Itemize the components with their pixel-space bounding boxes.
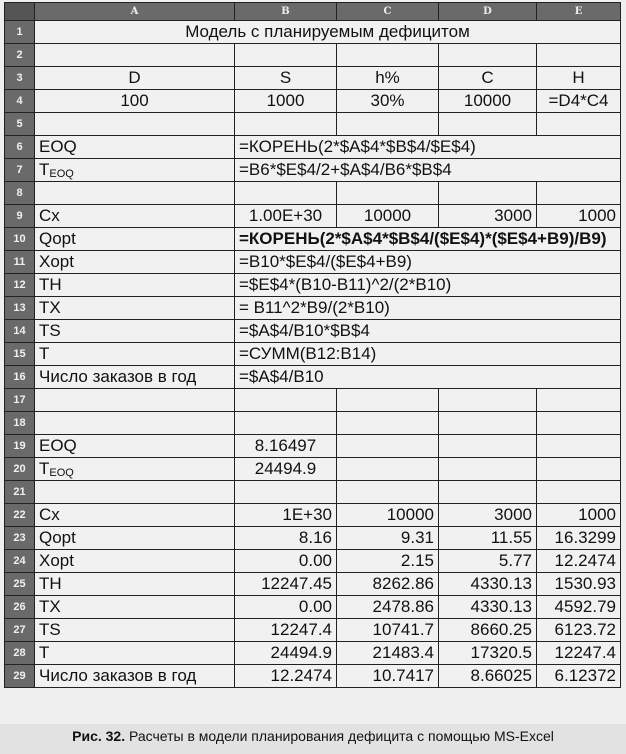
cell-b18[interactable] [235,412,337,435]
cell-b24[interactable]: 0.00 [235,550,337,573]
sheet-title-cell[interactable]: Модель с планируемым дефицитом [35,21,621,44]
cell-c8[interactable] [337,182,439,205]
cell-a4[interactable]: 100 [35,90,235,113]
cell-a20[interactable] [35,458,235,481]
cell-b8[interactable] [235,182,337,205]
row-header[interactable]: 2 [5,44,35,67]
cell-b23[interactable]: 8.16 [235,527,337,550]
cell-d25[interactable]: 4330.13 [439,573,537,596]
cell-d27[interactable]: 8660.25 [439,619,537,642]
cell-d21[interactable] [439,481,537,504]
cell-b22[interactable]: 1E+30 [235,504,337,527]
cell-c26[interactable]: 2478.86 [337,596,439,619]
row-header[interactable]: 5 [5,113,35,136]
row-25 [5,573,621,596]
cell-d4[interactable]: 10000 [439,90,537,113]
cell-b19[interactable]: 8.16497 [235,435,337,458]
formula-cell-b16[interactable]: =$A$4/B10 [235,366,621,389]
cell-e23[interactable]: 16.3299 [537,527,621,550]
cell-a17[interactable] [35,389,235,412]
row-header[interactable]: 16 [5,366,35,389]
row-5 [5,113,621,136]
row-header[interactable]: 13 [5,297,35,320]
cell-c2[interactable] [337,44,439,67]
cell-d18[interactable] [439,412,537,435]
row-27 [5,619,621,642]
cell-c28[interactable]: 21483.4 [337,642,439,665]
formula-cell-b11[interactable]: =B10*$E$4/($E$4+B9) [235,251,621,274]
row-header[interactable]: 27 [5,619,35,642]
cell-e9[interactable]: 1000 [537,205,621,228]
cell-a23[interactable]: Qopt [35,527,235,550]
cell-e20[interactable] [537,458,621,481]
cell-a22[interactable]: Cx [35,504,235,527]
cell-a29[interactable]: Число заказов в год [35,665,235,688]
row-header[interactable]: 11 [5,251,35,274]
row-header[interactable]: 12 [5,274,35,297]
cell-d3[interactable]: C [439,67,537,90]
cell-d5[interactable] [439,113,537,136]
cell-e18[interactable] [537,412,621,435]
cell-b4[interactable]: 1000 [235,90,337,113]
row-24 [5,550,621,573]
row-2 [5,44,621,67]
row-12 [5,274,621,297]
row-header[interactable]: 29 [5,665,35,688]
cell-b17[interactable] [235,389,337,412]
row-header[interactable]: 17 [5,389,35,412]
cell-c24[interactable]: 2.15 [337,550,439,573]
cell-b3[interactable]: S [235,67,337,90]
cell-c4[interactable]: 30% [337,90,439,113]
cell-d8[interactable] [439,182,537,205]
row-8 [5,182,621,205]
row-header[interactable]: 24 [5,550,35,573]
row-10 [5,228,621,251]
cell-c27[interactable]: 10741.7 [337,619,439,642]
cell-a28[interactable]: T [35,642,235,665]
row-header[interactable]: 23 [5,527,35,550]
column-header-b[interactable]: B [235,3,337,21]
cell-c21[interactable] [337,481,439,504]
row-header[interactable]: 21 [5,481,35,504]
column-header-a[interactable]: A [35,3,235,21]
cell-b28[interactable]: 24494.9 [235,642,337,665]
formula-cell-b12[interactable]: =$E$4*(B10-B11)^2/(2*B10) [235,274,621,297]
row-header[interactable]: 19 [5,435,35,458]
row-9 [5,205,621,228]
row-17 [5,389,621,412]
cell-a3[interactable]: D [35,67,235,90]
cell-c5[interactable] [337,113,439,136]
column-header-c[interactable]: C [337,3,439,21]
row-13 [5,297,621,320]
row-26 [5,596,621,619]
row-header[interactable]: 14 [5,320,35,343]
formula-cell-b15[interactable]: =СУММ(B12:B14) [235,343,621,366]
cell-e21[interactable] [537,481,621,504]
cell-a19[interactable]: EOQ [35,435,235,458]
row-header[interactable]: 6 [5,136,35,159]
cell-e3[interactable]: H [537,67,621,90]
cell-d24[interactable]: 5.77 [439,550,537,573]
cell-e29[interactable]: 6.12372 [537,665,621,688]
formula-cell-b14[interactable]: =$A$4/B10*$B$4 [235,320,621,343]
cell-a7[interactable] [35,159,235,182]
row-1 [5,21,621,44]
row-3 [5,67,621,90]
cell-e22[interactable]: 1000 [537,504,621,527]
row-28 [5,642,621,665]
cell-d23[interactable]: 11.55 [439,527,537,550]
cell-e24[interactable]: 12.2474 [537,550,621,573]
spreadsheet-grid [4,2,621,688]
formula-cell-b13[interactable]: = B11^2*B9/(2*B10) [235,297,621,320]
cell-e19[interactable] [537,435,621,458]
row-header[interactable]: 28 [5,642,35,665]
cell-e8[interactable] [537,182,621,205]
cell-c18[interactable] [337,412,439,435]
row-29 [5,665,621,688]
column-header-row [5,3,621,21]
cell-d22[interactable]: 3000 [439,504,537,527]
cell-c22[interactable]: 10000 [337,504,439,527]
cell-c19[interactable] [337,435,439,458]
row-21 [5,481,621,504]
column-header-e[interactable]: E [537,3,621,21]
cell-c25[interactable]: 8262.86 [337,573,439,596]
row-header[interactable]: 25 [5,573,35,596]
row-header[interactable]: 9 [5,205,35,228]
cell-c20[interactable] [337,458,439,481]
formula-cell-b6[interactable]: =КОРЕНЬ(2*$A$4*$B$4/$E$4) [235,136,621,159]
cell-a7-subscript: EOQ [49,168,74,180]
cell-e25[interactable]: 1530.93 [537,573,621,596]
cell-b27[interactable]: 12247.4 [235,619,337,642]
cell-c29[interactable]: 10.7417 [337,665,439,688]
row-header[interactable]: 4 [5,90,35,113]
cell-b2[interactable] [235,44,337,67]
row-header[interactable]: 1 [5,21,35,44]
row-header[interactable]: 10 [5,228,35,251]
cell-b25[interactable]: 12247.45 [235,573,337,596]
cell-a7-label: T [39,160,50,179]
cell-c3[interactable]: h% [337,67,439,90]
row-header[interactable]: 22 [5,504,35,527]
row-header[interactable]: 20 [5,458,35,481]
cell-d20[interactable] [439,458,537,481]
cell-a2[interactable] [35,44,235,67]
row-header[interactable]: 26 [5,596,35,619]
row-header[interactable]: 8 [5,182,35,205]
cell-b5[interactable] [235,113,337,136]
cell-a21[interactable] [35,481,235,504]
cell-a20-label: T [39,459,50,478]
cell-a15[interactable]: T [35,343,235,366]
cell-a8[interactable] [35,182,235,205]
cell-e27[interactable]: 6123.72 [537,619,621,642]
cell-d2[interactable] [439,44,537,67]
row-7 [5,159,621,182]
cell-b9[interactable]: 1.00E+30 [235,205,337,228]
cell-e28[interactable]: 12247.4 [537,642,621,665]
cell-a9[interactable]: Cx [35,205,235,228]
cell-a25[interactable]: TH [35,573,235,596]
cell-e5[interactable] [537,113,621,136]
cell-c9[interactable]: 10000 [337,205,439,228]
cell-a20-subscript: EOQ [49,467,74,479]
row-20 [5,458,621,481]
row-6 [5,136,621,159]
cell-e2[interactable] [537,44,621,67]
cell-e17[interactable] [537,389,621,412]
cell-a10[interactable]: Qopt [35,228,235,251]
row-header[interactable]: 7 [5,159,35,182]
cell-a27[interactable]: TS [35,619,235,642]
row-23 [5,527,621,550]
row-15 [5,343,621,366]
row-4 [5,90,621,113]
cell-a14[interactable]: TS [35,320,235,343]
cell-b20[interactable]: 24494.9 [235,458,337,481]
cell-a24[interactable]: Xopt [35,550,235,573]
row-22 [5,504,621,527]
formula-cell-b7[interactable]: =B6*$E$4/2+$A$4/B6*$B$4 [235,159,621,182]
cell-a13[interactable]: TX [35,297,235,320]
cell-d26[interactable]: 4330.13 [439,596,537,619]
cell-a16[interactable]: Число заказов в год [35,366,235,389]
row-19 [5,435,621,458]
cell-e26[interactable]: 4592.79 [537,596,621,619]
corner-cell[interactable] [5,3,35,21]
row-header[interactable]: 18 [5,412,35,435]
row-11 [5,251,621,274]
cell-d17[interactable] [439,389,537,412]
cell-a18[interactable] [35,412,235,435]
cell-a5[interactable] [35,113,235,136]
row-16 [5,366,621,389]
cell-d9[interactable]: 3000 [439,205,537,228]
cell-b21[interactable] [235,481,337,504]
row-header[interactable]: 15 [5,343,35,366]
cell-c23[interactable]: 9.31 [337,527,439,550]
cell-d29[interactable]: 8.66025 [439,665,537,688]
cell-b26[interactable]: 0.00 [235,596,337,619]
cell-a26[interactable]: TX [35,596,235,619]
figure-number: Рис. 32. [72,728,126,744]
row-14 [5,320,621,343]
cell-b29[interactable]: 12.2474 [235,665,337,688]
cell-c17[interactable] [337,389,439,412]
column-header-d[interactable]: D [439,3,537,21]
figure-caption-text: Расчеты в модели планирования дефицита с помощью MS-Excel [125,728,554,744]
formula-cell-b10[interactable]: =КОРЕНЬ(2*$A$4*$B$4/($E$4)*($E$4+B9)/B9) [235,228,621,251]
cell-a6[interactable]: EOQ [35,136,235,159]
cell-e4[interactable]: =D4*C4 [537,90,621,113]
cell-d19[interactable] [439,435,537,458]
row-header[interactable]: 3 [5,67,35,90]
cell-a12[interactable]: TH [35,274,235,297]
cell-d28[interactable]: 17320.5 [439,642,537,665]
row-18 [5,412,621,435]
cell-a11[interactable]: Xopt [35,251,235,274]
figure-caption [0,728,626,744]
